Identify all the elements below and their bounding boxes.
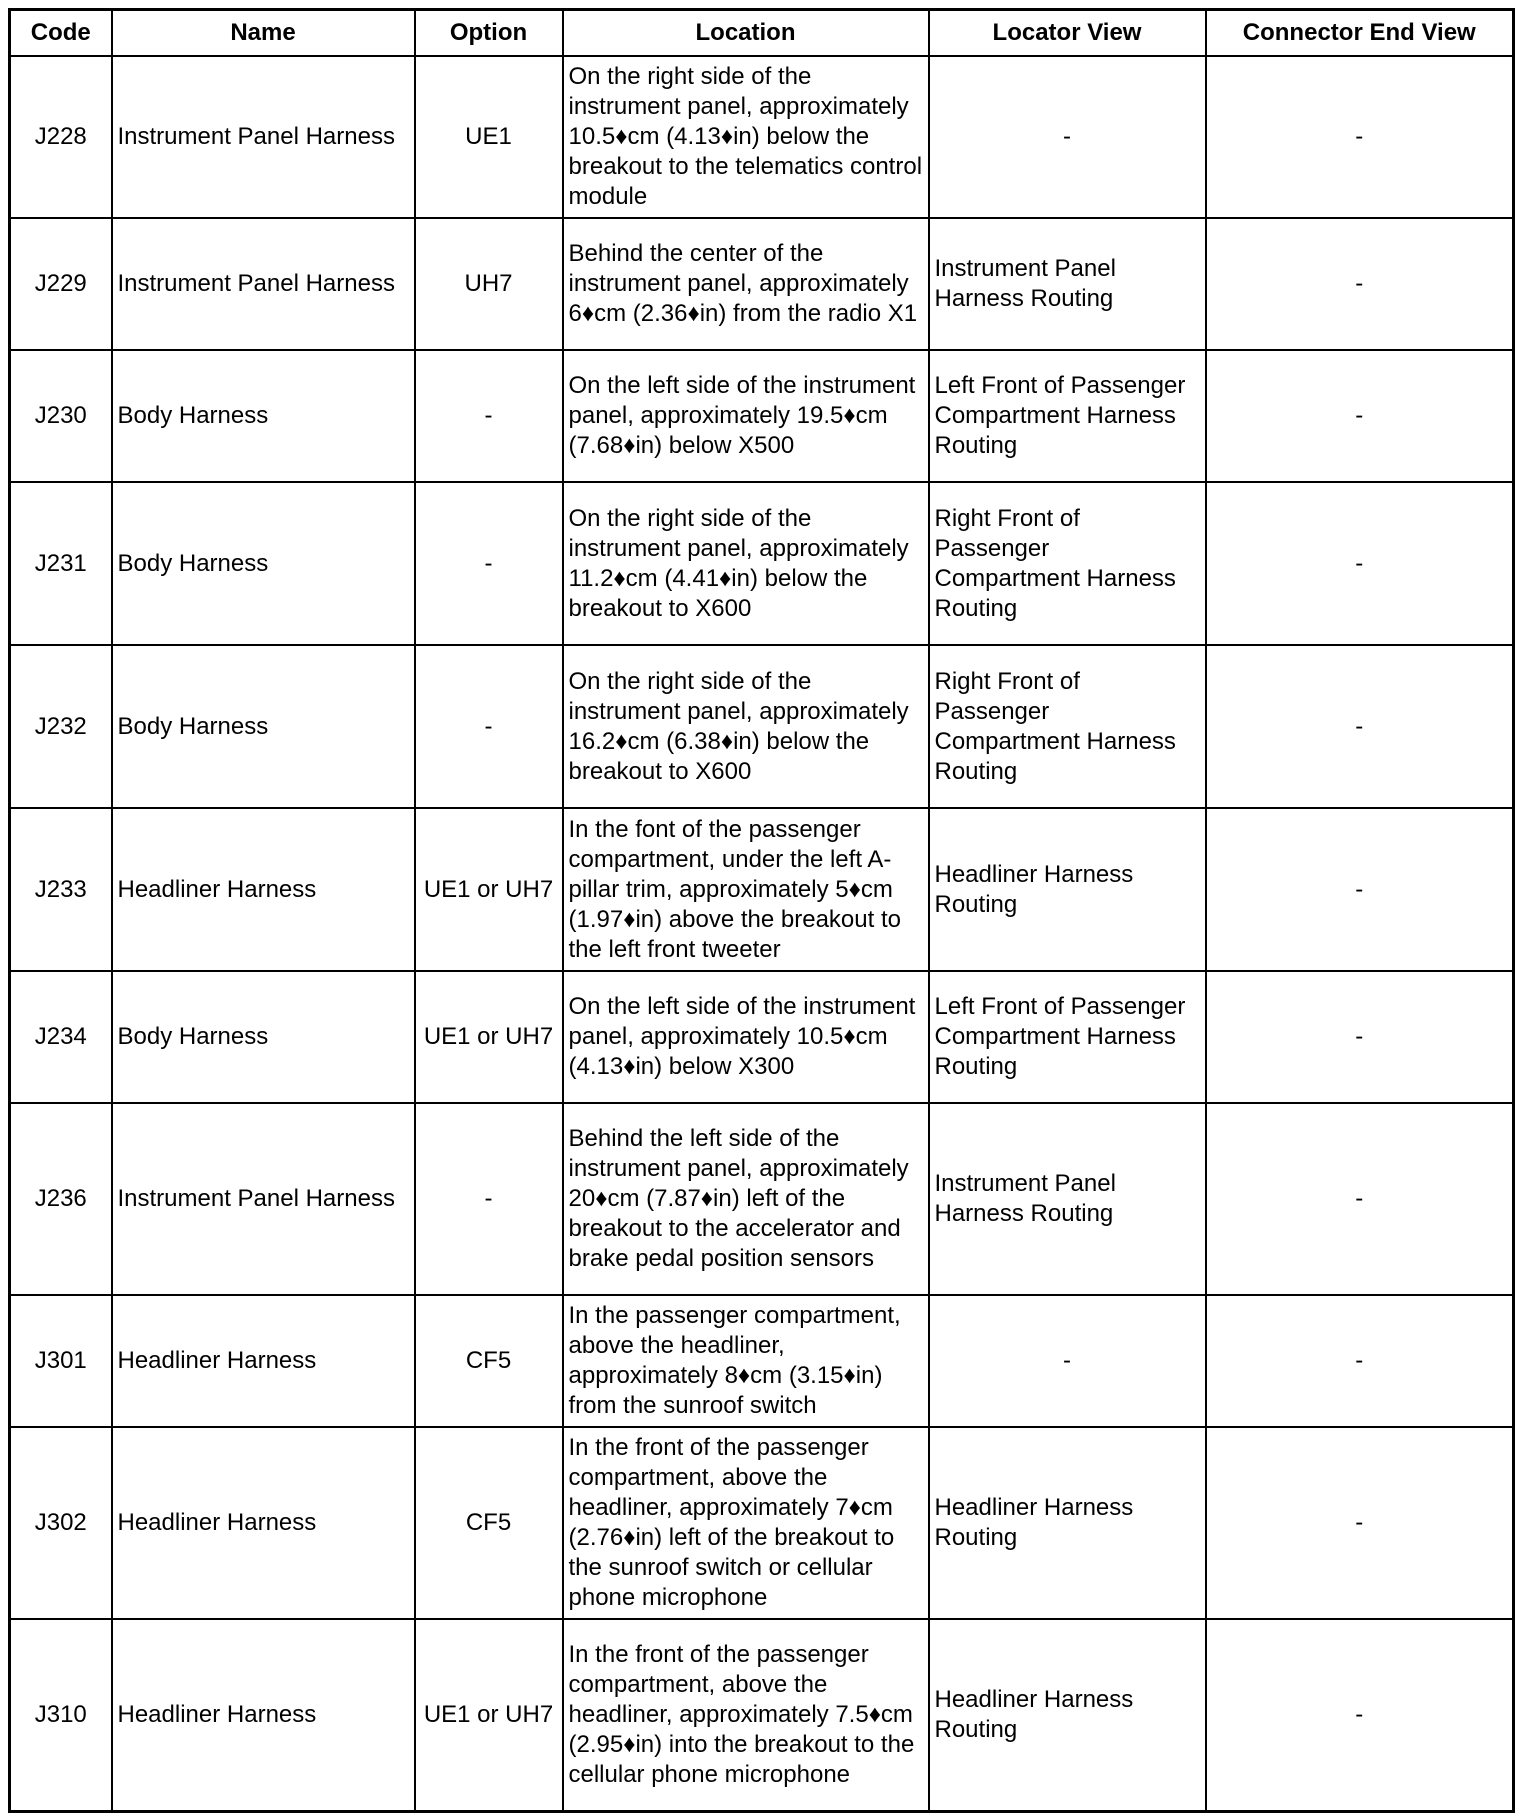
header-name: Name: [112, 10, 415, 57]
cell-locator-view: Headliner Harness Routing: [929, 1619, 1206, 1811]
cell-code: J231: [10, 482, 112, 645]
cell-location: On the left side of the instrument panel, approximately 10.5♦cm (4.13♦in) below X300: [563, 971, 929, 1103]
cell-name: Headliner Harness: [112, 808, 415, 971]
cell-option: UE1 or UH7: [415, 808, 563, 971]
cell-code: J232: [10, 645, 112, 808]
cell-code: J301: [10, 1295, 112, 1427]
cell-locator-view: Left Front of Passenger Compartment Harness Routing: [929, 971, 1206, 1103]
cell-location: On the right side of the instrument panel, approximately 11.2♦cm (4.41♦in) below the breakout to X600: [563, 482, 929, 645]
cell-location: Behind the center of the instrument panel, approximately 6♦cm (2.36♦in) from the radio X1: [563, 218, 929, 350]
cell-code: J230: [10, 350, 112, 482]
cell-location: In the front of the passenger compartment, above the headliner, approximately 7.5♦cm (2.95♦in) into the breakout to the cellular phone microphone: [563, 1619, 929, 1811]
cell-location: In the font of the passenger compartment, under the left A-pillar trim, approximately 5♦cm (1.97♦in) above the breakout to the left front tweeter: [563, 808, 929, 971]
splice-pack-table: [8, 8, 1515, 1813]
cell-name: Headliner Harness: [112, 1295, 415, 1427]
cell-name: Headliner Harness: [112, 1427, 415, 1619]
table-row: [10, 645, 1514, 808]
cell-code: J310: [10, 1619, 112, 1811]
table-row: [10, 808, 1514, 971]
cell-location: On the left side of the instrument panel, approximately 19.5♦cm (7.68♦in) below X500: [563, 350, 929, 482]
cell-option: CF5: [415, 1295, 563, 1427]
cell-option: UE1 or UH7: [415, 971, 563, 1103]
cell-option: UE1: [415, 56, 563, 218]
header-connector-end-view: Connector End View: [1206, 10, 1514, 57]
table-row: [10, 56, 1514, 218]
cell-location: In the front of the passenger compartment, above the headliner, approximately 7♦cm (2.76♦in) left of the breakout to the sunroof switch or cellular phone microphone: [563, 1427, 929, 1619]
cell-connector-end-view: -: [1206, 1103, 1514, 1295]
cell-connector-end-view: -: [1206, 482, 1514, 645]
cell-option: UH7: [415, 218, 563, 350]
cell-name: Body Harness: [112, 971, 415, 1103]
cell-code: J236: [10, 1103, 112, 1295]
cell-name: Body Harness: [112, 350, 415, 482]
cell-connector-end-view: -: [1206, 971, 1514, 1103]
cell-name: Body Harness: [112, 645, 415, 808]
table-row: [10, 1295, 1514, 1427]
cell-option: -: [415, 482, 563, 645]
cell-location: Behind the left side of the instrument panel, approximately 20♦cm (7.87♦in) left of the breakout to the accelerator and brake pedal position sensors: [563, 1103, 929, 1295]
cell-location: In the passenger compartment, above the headliner, approximately 8♦cm (3.15♦in) from the sunroof switch: [563, 1295, 929, 1427]
cell-code: J234: [10, 971, 112, 1103]
table-row: [10, 1619, 1514, 1811]
cell-locator-view: Right Front of Passenger Compartment Harness Routing: [929, 645, 1206, 808]
cell-location: On the right side of the instrument panel, approximately 16.2♦cm (6.38♦in) below the breakout to X600: [563, 645, 929, 808]
table-row: [10, 971, 1514, 1103]
header-option: Option: [415, 10, 563, 57]
table-row: [10, 218, 1514, 350]
header-location: Location: [563, 10, 929, 57]
table-row: [10, 350, 1514, 482]
cell-name: Instrument Panel Harness: [112, 218, 415, 350]
cell-locator-view: -: [929, 1295, 1206, 1427]
table-row: [10, 482, 1514, 645]
cell-name: Instrument Panel Harness: [112, 1103, 415, 1295]
cell-locator-view: Left Front of Passenger Compartment Harness Routing: [929, 350, 1206, 482]
cell-option: -: [415, 645, 563, 808]
cell-locator-view: Instrument Panel Harness Routing: [929, 218, 1206, 350]
table-row: [10, 1427, 1514, 1619]
header-locator-view: Locator View: [929, 10, 1206, 57]
cell-connector-end-view: -: [1206, 645, 1514, 808]
header-code: Code: [10, 10, 112, 57]
cell-locator-view: Right Front of Passenger Compartment Harness Routing: [929, 482, 1206, 645]
cell-connector-end-view: -: [1206, 350, 1514, 482]
cell-code: J302: [10, 1427, 112, 1619]
cell-locator-view: Headliner Harness Routing: [929, 1427, 1206, 1619]
cell-code: J228: [10, 56, 112, 218]
cell-option: UE1 or UH7: [415, 1619, 563, 1811]
cell-option: CF5: [415, 1427, 563, 1619]
cell-code: J233: [10, 808, 112, 971]
cell-option: -: [415, 1103, 563, 1295]
cell-option: -: [415, 350, 563, 482]
table-header-row: [10, 10, 1514, 57]
cell-connector-end-view: -: [1206, 56, 1514, 218]
cell-locator-view: -: [929, 56, 1206, 218]
cell-connector-end-view: -: [1206, 1619, 1514, 1811]
cell-location: On the right side of the instrument panel, approximately 10.5♦cm (4.13♦in) below the breakout to the telematics control module: [563, 56, 929, 218]
cell-locator-view: Instrument Panel Harness Routing: [929, 1103, 1206, 1295]
cell-connector-end-view: -: [1206, 1427, 1514, 1619]
table-row: [10, 1103, 1514, 1295]
cell-code: J229: [10, 218, 112, 350]
cell-name: Instrument Panel Harness: [112, 56, 415, 218]
cell-locator-view: Headliner Harness Routing: [929, 808, 1206, 971]
cell-connector-end-view: -: [1206, 808, 1514, 971]
cell-connector-end-view: -: [1206, 218, 1514, 350]
cell-connector-end-view: -: [1206, 1295, 1514, 1427]
cell-name: Body Harness: [112, 482, 415, 645]
cell-name: Headliner Harness: [112, 1619, 415, 1811]
